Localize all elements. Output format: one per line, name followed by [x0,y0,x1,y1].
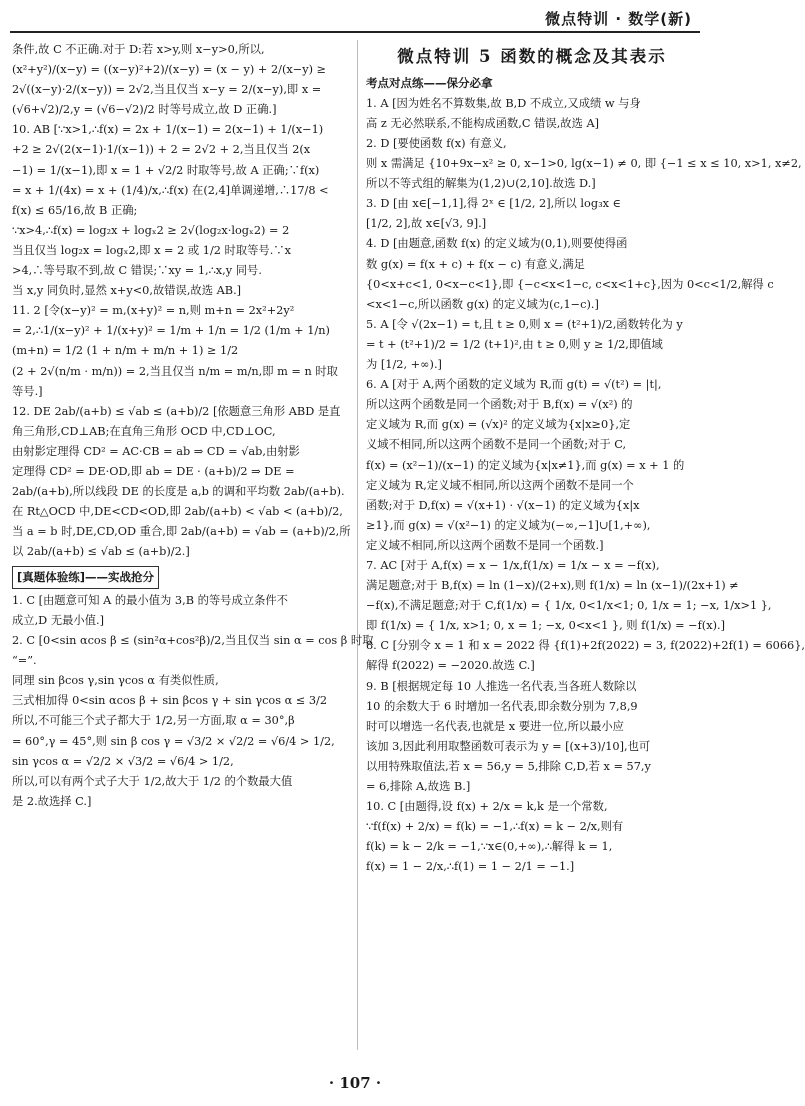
text-line: (m+n) = 1/2 (1 + n/m + m/n + 1) ≥ 1/2 [12,344,239,358]
text-line: 7. AC [对于 A,f(x) = x − 1/x,f(1/x) = 1/x − x = −f(x), [366,558,660,572]
subsection-heading: 考点对点练——保分必拿 [366,76,493,91]
header-rule [10,31,700,33]
text-line: 以用特殊取值法,若 x = 56,y = 5,排除 C,D,若 x = 57,y [366,759,651,773]
text-line: >4,∴等号取不到,故 C 错误;∵xy = 1,∴x,y 同号. [12,264,262,278]
text-line: 定义域为 R,定义域不相同,所以这两个函数不是同一个 [366,478,634,492]
text-line: (√6+√2)/2,y = (√6−√2)/2 时等号成立,故 D 正确.] [12,103,277,117]
text-line: 是 2.故选择 C.] [12,794,92,808]
text-line: 1. C [由题意可知 A 的最小值为 3,B 的等号成立条件不 [12,593,288,607]
page-number: · 107 · [328,1074,382,1092]
text-line: 角三角形,CD⊥AB;在直角三角形 OCD 中,CD⊥OC, [12,424,276,438]
text-line: f(k) = k − 2/k = −1,∵x∈(0,+∞),∴解得 k = 1, [366,840,613,854]
text-line: 10 的余数大于 6 时增加一名代表,即余数分别为 7,8,9 [366,699,638,713]
text-line: 1. A [因为姓名不算数集,故 B,D 不成立,又成绩 w 与身 [366,96,641,110]
text-line: 5. A [令 √(2x−1) = t,且 t ≥ 0,则 x = (t²+1)/2,函数转化为 y [366,317,683,331]
text-line: 2√((x−y)·2/(x−y)) = 2√2,当且仅当 x−y = 2/(x−y),即 x = [12,83,322,97]
text-line: = 2,∴1/(x−y)² + 1/(x+y)² = 1/m + 1/n = 1/2 (1/m + 1/n) [12,324,330,338]
text-line: “=”. [12,654,37,668]
text-line: 以 2ab/(a+b) ≤ √ab ≤ (a+b)/2.] [12,545,190,559]
text-line: 10. C [由题得,设 f(x) + 2/x = k,k 是一个常数, [366,800,608,814]
text-line: 9. B [根据规定每 10 人推选一名代表,当各班人数除以 [366,679,637,693]
text-line: ∵x>4,∴f(x) = log₂x + logₓ2 ≥ 2√(log₂x·logₓ2) = 2 [12,223,290,237]
left-column [12,40,374,812]
text-line: ≥1},而 g(x) = √(x²−1) 的定义域为(−∞,−1]∪[1,+∞), [366,518,651,532]
text-line: 即 f(1/x) = { 1/x, x>1; 0, x = 1; −x, 0<x<1 }, 则 f(1/x) = −f(x).] [366,619,725,633]
text-line: sin γcos α = √2/2 × √3/2 = √6/4 > 1/2, [12,754,234,768]
text-line: 2ab/(a+b),所以线段 DE 的长度是 a,b 的调和平均数 2ab/(a+b). [12,485,345,499]
page-header [0,0,710,34]
text-line: 条件,故 C 不正确.对于 D:若 x>y,则 x−y>0,所以, [12,43,265,56]
text-line: 时可以增选一名代表,也就是 x 要进一位,所以最小应 [366,719,624,733]
text-line: (x²+y²)/(x−y) = ((x−y)²+2)/(x−y) = (x − y) + 2/(x−y) ≥ [12,63,327,77]
text-line: 在 Rt△OCD 中,DE<CD<OD,即 2ab/(a+b) < √ab < (a+b)/2, [12,505,343,519]
text-line: 高 z 无必然联系,不能构成函数,C 错误,故选 A] [366,116,600,130]
text-line: 等号.] [12,384,43,398]
header-title: 微点特训 · 数学(新) [545,10,692,28]
text-line: 函数;对于 D,f(x) = √(x+1) · √(x−1) 的定义域为{x|x [366,498,640,512]
text-line: 由射影定理得 CD² = AC·CB = ab ⇒ CD = √ab,由射影 [12,444,300,458]
text-line: 则 x 需满足 {10+9x−x² ≥ 0, x−1>0, lg(x−1) ≠ 0, 即 {−1 ≤ x ≤ 10, x>1, x≠2, [366,157,802,171]
text-line: f(x) = 1 − 2/x,∴f(1) = 1 − 2/1 = −1.] [366,860,575,874]
text-line: {0<x+c<1, 0<x−c<1},即 {−c<x<1−c, c<x<1+c},因为 0<c<1/2,解得 c [366,277,774,291]
chapter-title: 微点特训 5 函数的概念及其表示 [397,47,667,66]
text-line: 定义域不相同,所以这两个函数不是同一个函数.] [366,538,604,552]
text-line: = 60°,γ = 45°,则 sin β cos γ = √3/2 × √2/2 = √6/4 > 1/2, [12,734,335,748]
left-lines [12,40,352,562]
text-line: 当 a = b 时,DE,CD,OD 重合,即 2ab/(a+b) = √ab = (a+b)/2,所 [12,525,351,539]
text-line: 该加 3,因此利用取整函数可表示为 y = [(x+3)/10],也可 [366,739,651,753]
text-line: 所以这两个函数是同一个函数;对于 B,f(x) = √(x²) 的 [366,398,633,412]
text-line: +2 ≥ 2√(2(x−1)·1/(x−1)) + 2 = 2√2 + 2,当且仅当 2(x [12,143,311,157]
text-line: 当且仅当 log₂x = logₓ2,即 x = 2 或 1/2 时取等号.∵x [12,243,291,257]
text-line: 8. C [分别令 x = 1 和 x = 2022 得 {f(1)+2f(2022) = 3, f(2022)+2f(1) = 6066}, [366,639,805,653]
text-line: 所以不等式组的解集为(1,2)∪(2,10].故选 D.] [366,177,596,191]
text-line: 11. 2 [令(x−y)² = m,(x+y)² = n,则 m+n = 2x²+2y² [12,304,295,318]
text-line: = t + (t²+1)/2 = 1/2 (t+1)²,由 t ≥ 0,则 y ≥ 1/2,即值域 [366,337,663,351]
text-line: 解得 f(2022) = −2020.故选 C.] [366,659,535,673]
text-line: −f(x),不满足题意;对于 C,f(1/x) = { 1/x, 0<1/x<1; 0, 1/x = 1; −x, 1/x>1 }, [366,599,772,613]
text-line: 义域不相同,所以这两个函数不是同一个函数;对于 C, [366,438,627,452]
text-line: 2. D [要使函数 f(x) 有意义, [366,137,507,151]
column-divider [357,40,358,1050]
text-line: f(x) ≤ 65/16,故 B 正确; [12,203,138,217]
text-line: 定理得 CD² = DE·OD,即 ab = DE · (a+b)/2 ⇒ DE = [12,464,295,478]
text-line: −1) = 1/(x−1),即 x = 1 + √2/2 时取等号,故 A 正确;∵f(x) [12,163,320,177]
text-line: = 6,排除 A,故选 B.] [366,780,471,794]
text-line: f(x) = (x²−1)/(x−1) 的定义域为{x|x≠1},而 g(x) = x + 1 的 [366,458,685,472]
text-line: 当 x,y 同负时,显然 x+y<0,故错误,故选 AB.] [12,284,242,298]
text-line: <x<1−c,所以函数 g(x) 的定义域为(c,1−c).] [366,297,599,311]
text-line: 三式相加得 0<sin αcos β + sin βcos γ + sin γcos α ≤ 3/2 [12,694,328,708]
text-line: 12. DE 2ab/(a+b) ≤ √ab ≤ (a+b)/2 [依题意三角形 ABD 是直 [12,404,341,418]
text-line: 满足题意;对于 B,f(x) = ln (1−x)/(2+x),则 f(1/x) = ln (x−1)/(2x+1) ≠ [366,579,739,593]
text-line: (2 + 2√(n/m · m/n)) = 2,当且仅当 n/m = m/n,即 m = n 时取 [12,364,338,378]
section-exam-heading: [真题体验练]——实战抢分 [12,566,159,588]
text-line: 定义域为 R,而 g(x) = (√x)² 的定义域为{x|x≥0},定 [366,418,631,432]
text-line: 6. A [对于 A,两个函数的定义域为 R,而 g(t) = √(t²) = |t|, [366,378,662,392]
text-line: 2. C [0<sin αcos β ≤ (sin²α+cos²β)/2,当且仅当 sin α = cos β 时取 [12,634,374,648]
text-line: ∵f(f(x) + 2/x) = f(k) = −1,∴f(x) = k − 2/x,则有 [366,820,624,834]
text-line: 数 g(x) = f(x + c) + f(x − c) 有意义,满足 [366,257,585,271]
text-line: 同理 sin βcos γ,sin γcos α 有类似性质, [12,674,219,688]
right-column [366,40,805,877]
text-line: 3. D [由 x∈[−1,1],得 2ˣ ∈ [1/2, 2],所以 log₃x ∈ [366,197,621,211]
text-line: [1/2, 2],故 x∈[√3, 9].] [366,217,487,231]
text-line: 4. D [由题意,函数 f(x) 的定义域为(0,1),则要使得函 [366,237,628,251]
text-line: = x + 1/(4x) = x + (1/4)/x,∴f(x) 在(2,4]单调递增,∴17/8 < [12,183,329,197]
text-line: 10. AB [∵x>1,∴f(x) = 2x + 1/(x−1) = 2(x−1) + 1/(x−1) [12,123,324,137]
left-tail-lines [12,591,374,812]
text-line: 所以,可以有两个式子大于 1/2,故大于 1/2 的个数最大值 [12,774,293,788]
text-line: 为 [1/2, +∞).] [366,358,442,372]
right-lines [366,94,805,878]
text-line: 成立,D 无最小值.] [12,614,105,627]
text-line: 所以,不可能三个式子都大于 1/2,另一方面,取 α = 30°,β [12,714,295,728]
